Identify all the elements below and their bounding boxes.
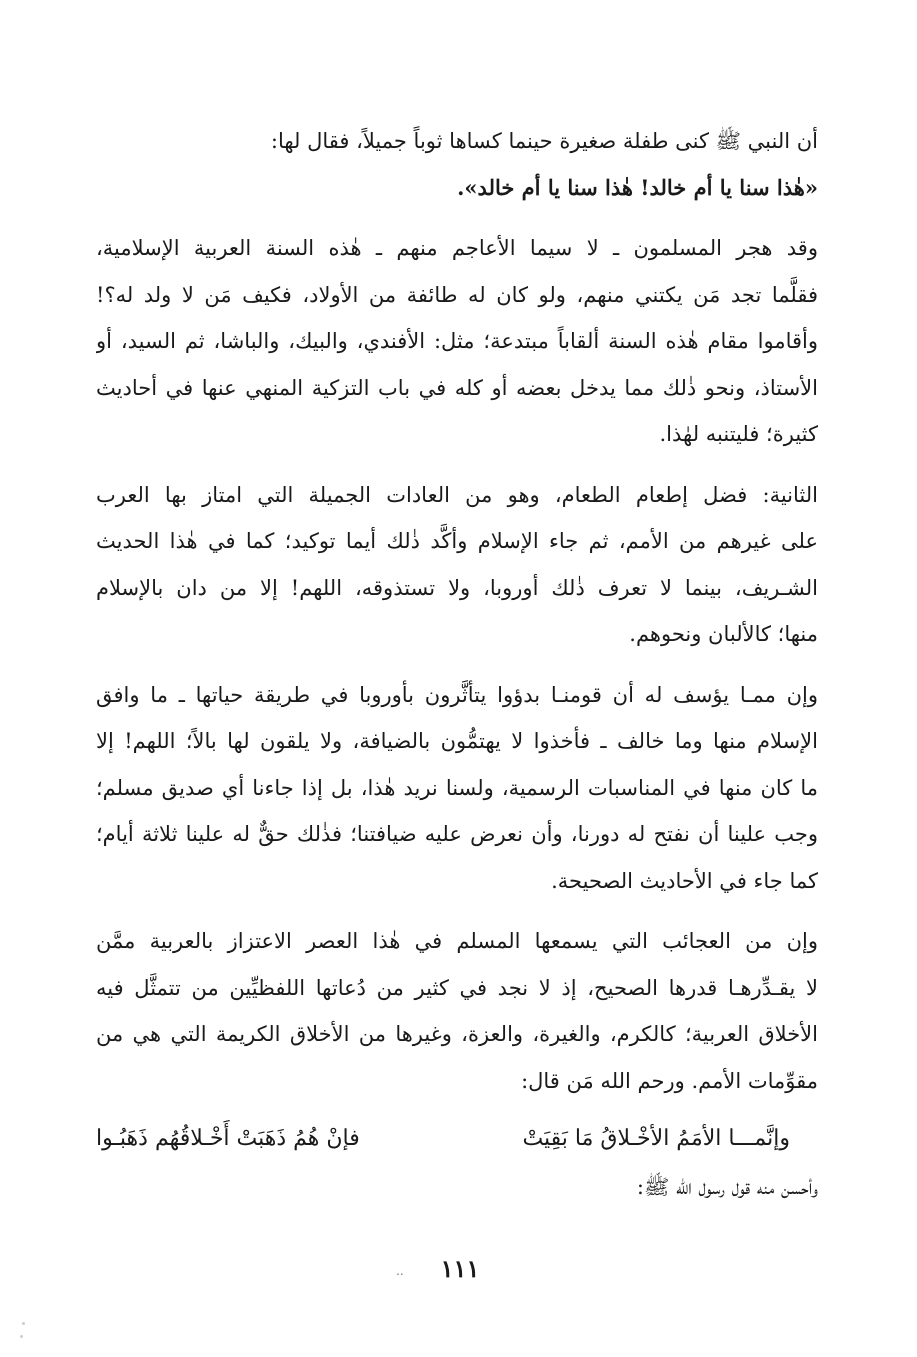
paragraph-wonders [96, 918, 818, 1104]
paragraph-hospitality [96, 672, 818, 905]
text-line: كثيرة؛ فليتنبه لهٰذا. [659, 422, 818, 446]
text-line: الإسلام منها وما خالف ـ فأخذوا لا يهتمُّون بالضيافة، ولا يلقون لها بالاً؛ اللهم! إلا [96, 729, 818, 753]
text-line: ما كان منها في المناسبات الرسمية، ولسنا نريد هٰذا، بل إذا جاءنا أي صديق مسلم؛ [96, 775, 818, 800]
text-line: وإن ممـا يؤسف له أن قومنـا بدؤوا يتأثَّرون بأوروبا في طريقة حياتها ـ ما وافق [96, 682, 818, 707]
text-line: الثانية: فضل إطعام الطعام، وهو من العادات الجميلة التي امتاز بها العرب [96, 482, 818, 507]
closing-paragraph [96, 1164, 818, 1211]
text-line: وقد هجر المسلمون ـ لا سيما الأعاجم منهم ـ هٰذه السنة العربية الإسلامية، [96, 236, 818, 260]
poem-verse [96, 1114, 818, 1164]
text-line: الأخلاق العربية؛ كالكرم، والغيرة، والعزة، وغيرها من الأخلاق الكريمة التي هي من [96, 1022, 818, 1046]
text-line: «هٰذا سنا يا أم خالد! هٰذا سنا يا أم خالد». [457, 174, 818, 200]
scan-speck [20, 1335, 23, 1338]
page-number: ١١١ [440, 1254, 480, 1283]
page-number-dots: .. [396, 1264, 404, 1278]
text-line: الأستاذ، ونحو ذٰلك مما يدخل بعضه أو كله في باب التزكية المنهي عنها في أحاديث [96, 375, 818, 400]
hadith-quote [96, 165, 818, 212]
text-line: وإن من العجائب التي يسمعها المسلم في هٰذا العصر الاعتزاز بالعربية ممَّن [96, 929, 818, 953]
paragraph-intro [96, 118, 818, 165]
poem-first-hemistich: وإنَّمـــا الأمَمُ الأخْـلاقُ مَا بَقِيَتْ [522, 1126, 790, 1151]
text-line: كما جاء في الأحاديث الصحيحة. [551, 868, 818, 893]
page-body [96, 118, 818, 1211]
text-line: على غيرهم من الأمم، ثم جاء الإسلام وأكَّد ذٰلك أيما توكيد؛ كما في هٰذا الحديث [96, 529, 818, 553]
text-line: منها؛ كالألبان ونحوهم. [629, 622, 818, 646]
text-line: وجب علينا أن نفتح له دورنا، وأن نعرض عليه ضيافتنا؛ فذٰلك حقٌّ له علينا ثلاثة أيام؛ [96, 822, 818, 846]
scan-speck [22, 1322, 25, 1325]
text-line: وأقاموا مقام هٰذه السنة ألقاباً مبتدعة؛ مثل: الأفندي، والبيك، والباشا، ثم السيد، أو [96, 329, 818, 353]
text-line: وأحسن منه قول رسول الله ﷺ: [636, 1175, 818, 1199]
text-line: أن النبي ﷺ كنى طفلة صغيرة حينما كساها ثوباً جميلاً، فقال لها: [270, 129, 818, 153]
text-line: الشـريف، بينما لا تعرف ذٰلك أوروبا، ولا تستذوقه، اللهم! إلا من دان بالإسلام [96, 575, 818, 600]
text-line: مقوِّمات الأمم. ورحم الله مَن قال: [521, 1068, 818, 1093]
paragraph-second-point [96, 472, 818, 658]
text-line: لا يقـدِّرهـا قدرها الصحيح، إذ لا نجد في كثير من دُعاتها اللفظيِّين من تتمثَّل فيه [96, 975, 818, 1000]
paragraph-kunya [96, 225, 818, 458]
text-line: فقلَّما تجد مَن يكتني منهم، ولو كان له طائفة من الأولاد، فكيف مَن لا ولد له؟! [96, 282, 818, 307]
poem-second-hemistich: فإنْ هُمُ ذَهَبَتْ أَخْـلاقُهُم ذَهَبُـوا [96, 1126, 360, 1151]
